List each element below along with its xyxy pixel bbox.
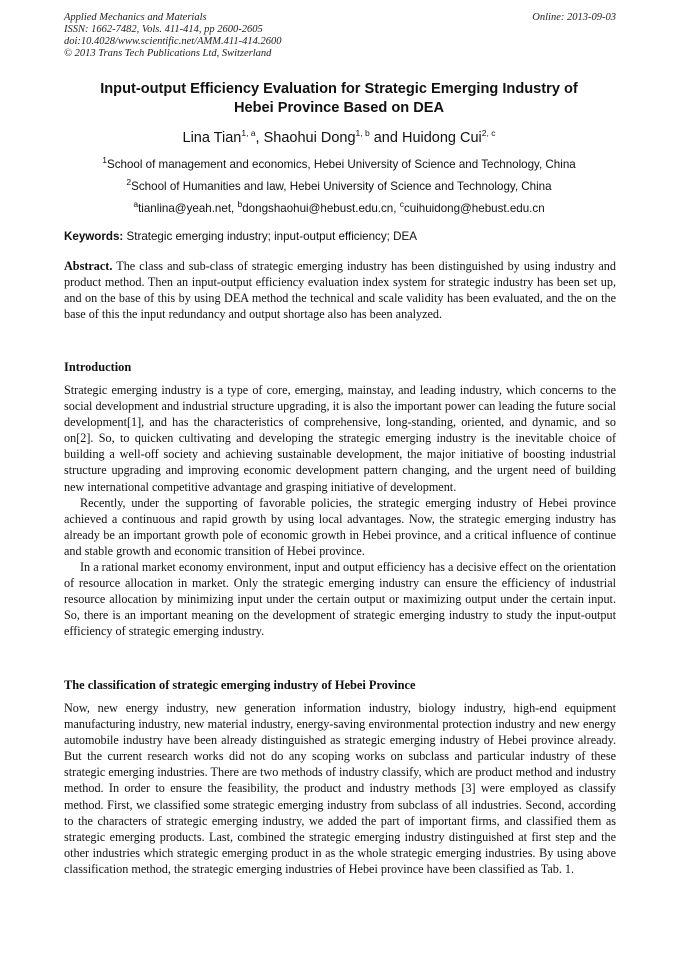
- title-line-1: Input-output Efficiency Evaluation for Strategic Emerging Industry of: [100, 81, 578, 97]
- classification-body: [64, 700, 616, 877]
- classification-heading: The classification of strategic emerging industry of Hebei Province: [64, 678, 416, 692]
- title-line-2: Hebei Province Based on DEA: [233, 100, 445, 116]
- author-separator-2: and: [369, 130, 402, 146]
- abstract: [64, 258, 616, 322]
- journal-header: [64, 12, 616, 60]
- journal-copyright: © 2013 Trans Tech Publications Ltd, Switzerland: [64, 48, 272, 59]
- author-separator-1: ,: [255, 130, 264, 146]
- author-name-3: Huidong Cui: [401, 130, 482, 146]
- abstract-label: Abstract.: [64, 259, 113, 273]
- email-c-sup: c: [399, 199, 404, 210]
- keywords-text: Strategic emerging industry; input-output efficiency; DEA: [123, 230, 417, 243]
- email-a-sup: a: [133, 199, 139, 210]
- affiliation-2: [40, 179, 638, 194]
- affiliation-1: [40, 157, 638, 172]
- introduction-paragraph-3: In a rational market economy environment, input and output efficiency has a decisive effect on the orientation of resource allocation in market. Only the strategic emerging industry can ensure the efficiency of industrial resource allocation by minimizing input under the certain output or maximizing output under the certain input. So, there is an important meaning on the development of strategic emerging industry to study the input-output efficiency of strategic emerging industry.: [64, 560, 616, 639]
- affiliation-1-sup: 1: [102, 155, 107, 166]
- classification-paragraph-1: Now, new energy industry, new generation information industry, biology industry, high-end equipment manufacturing industry, new material industry, energy-saving environmental protection industry and new energy automobile industry have been already distinguished as strategic emerging industry of Hebei province already. But the current research works did not do any scoping works on subclass and particular industry of these strategic emerging industries. There are two methods of industry classify, which are product method and industry method. In order to ensure the feasibility, the product and industry methods [3] were employed as classify method. First, we classified some strategic emerging industry from subclass of all industries. Second, according to the characters of strategic emerging industry, we added the part of important firms, and classified them as strategic emerging products. Last, combined the strategic emerging industry distinguished at first step and the other industries which strategic emerging product in as the whole strategic emerging industries. By using above classification method, the strategic emerging industries of Hebei province have been classified as Tab. 1.: [64, 701, 616, 876]
- paper-title: [40, 80, 638, 118]
- email-b[interactable]: dongshaohui@hebust.edu.cn,: [242, 202, 400, 215]
- author-sup-3: 2, c: [481, 128, 496, 139]
- abstract-text: The class and sub-class of strategic emerging industry has been distinguished by using industry and product method. Then an input-output efficiency evaluation index system for strategic industry has been set up, and on the base of this by using DEA method the technical and scale validity has been evaluated, and the on the base of this the input redundancy and output shortage also has been analyzed.: [64, 259, 616, 322]
- journal-issn: ISSN: 1662-7482, Vols. 411-414, pp 2600-2605: [64, 24, 263, 35]
- keywords: [64, 229, 616, 245]
- journal-name: Applied Mechanics and Materials: [64, 12, 207, 23]
- journal-doi[interactable]: doi:10.4028/www.scientific.net/AMM.411-414.2600: [64, 36, 282, 47]
- introduction-body: [64, 382, 616, 640]
- affiliation-1-text: School of management and economics, Hebei University of Science and Technology, China: [106, 158, 576, 171]
- keywords-label: Keywords:: [64, 230, 124, 243]
- author-sup-1: 1, a: [241, 128, 256, 139]
- introduction-paragraph-1: Strategic emerging industry is a type of core, emerging, mainstay, and leading industry, which concerns to the social development and industrial structure upgrading, it is also the important power can leading the future social development[1], and has the characteristics of comprehensive, long-standing, oriented, and dynamic, and so on[2]. So, to quicken cultivating and developing the strategic emerging industry is the inevitable choice of building a well-off society and achieving sustainable development, the major initiative of boosting industrial structure upgrading and improving economic development pattern changing, and the urgent need of building new international competitive advantage and grasping initiative of development.: [64, 383, 616, 494]
- affiliation-2-text: School of Humanities and law, Hebei University of Science and Technology, China: [131, 180, 552, 193]
- author-name-1: Lina Tian: [182, 130, 242, 146]
- author-emails: [40, 201, 638, 216]
- author-sup-2: 1, b: [355, 128, 370, 139]
- author-list: [40, 128, 638, 148]
- email-c[interactable]: cuihuidong@hebust.edu.cn: [403, 202, 545, 215]
- email-b-sup: b: [237, 199, 243, 210]
- online-date: Online: 2013-09-03: [532, 12, 616, 23]
- introduction-heading: Introduction: [64, 360, 132, 374]
- affiliation-2-sup: 2: [126, 177, 132, 188]
- author-name-2: Shaohui Dong: [263, 130, 356, 146]
- introduction-paragraph-2: Recently, under the supporting of favorable policies, the strategic emerging industry of Hebei province achieved a continuous and rapid growth by using local advantages. Now, the strategic emerging industry has already be an important growth pole of economic growth in Hebei province, and a critical influence of continue and stable growth and economic transition of Hebei province.: [64, 495, 616, 558]
- email-a[interactable]: tianlina@yeah.net,: [138, 202, 238, 215]
